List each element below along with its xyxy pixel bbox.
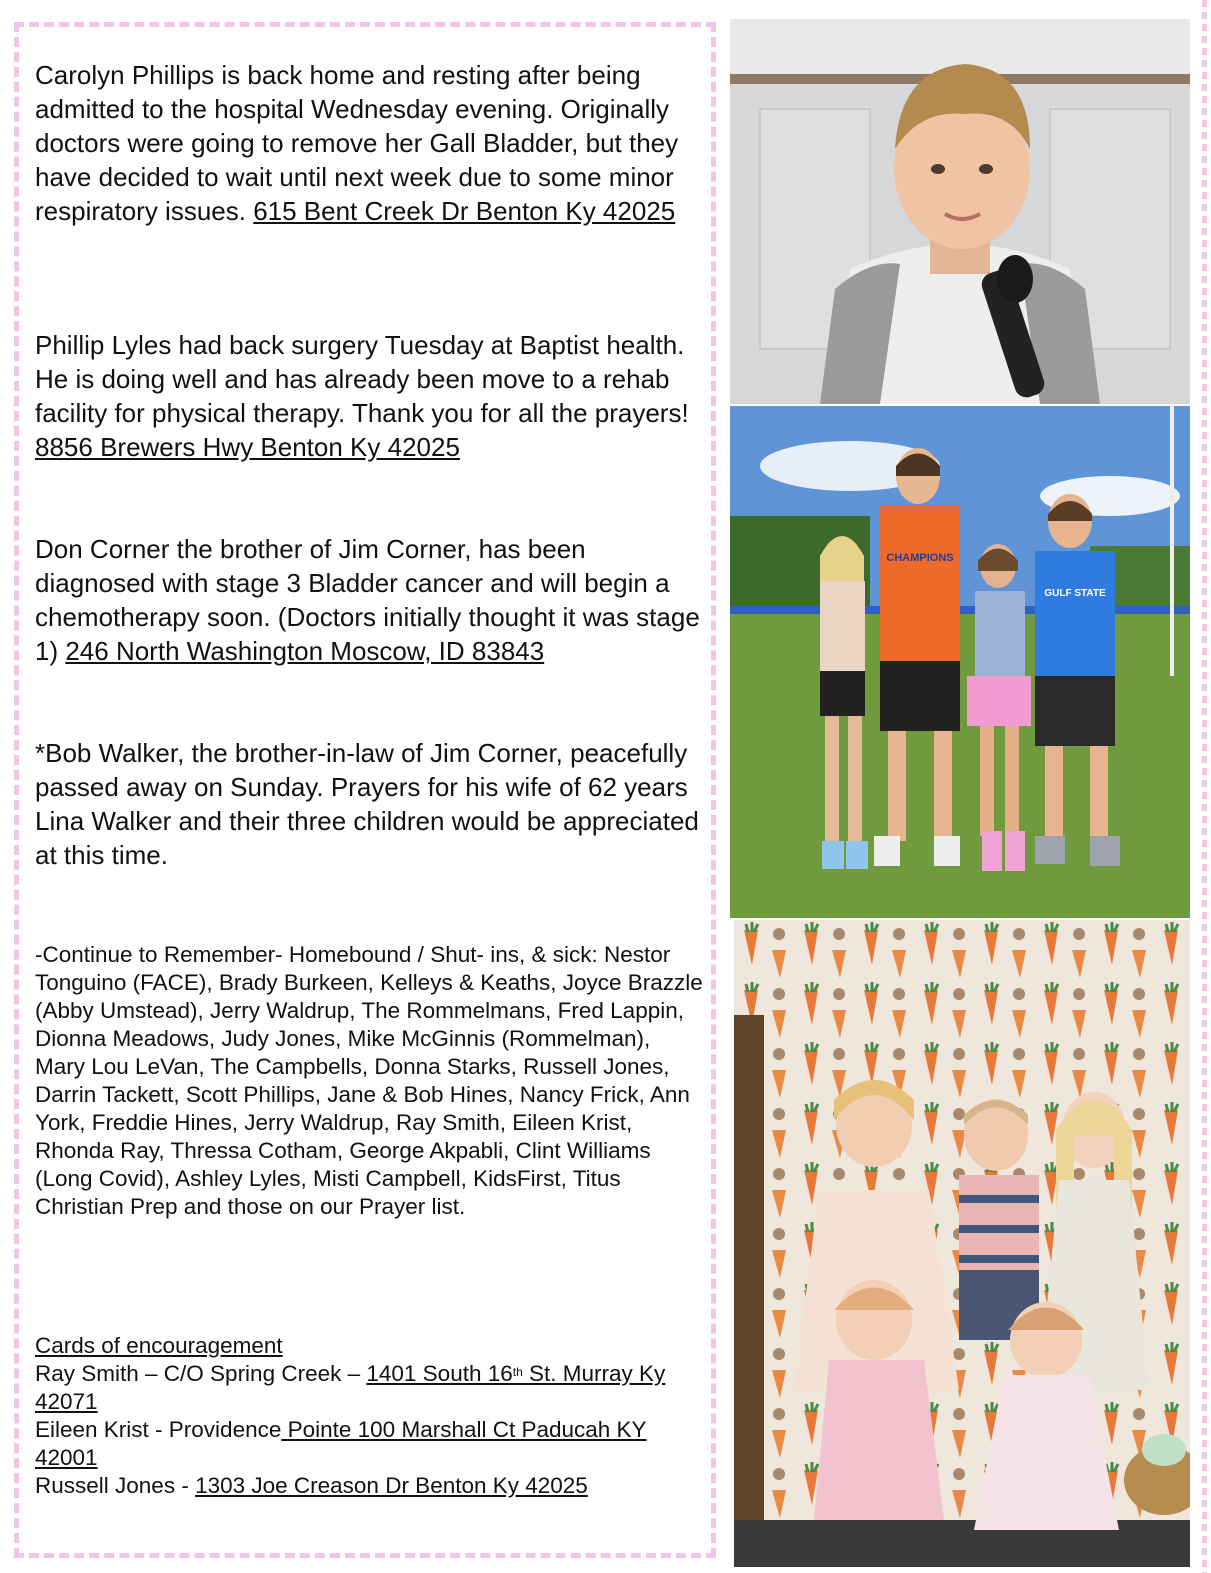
card-address: Pointe 100 Marshall Ct Paducah KY 42001 [35, 1417, 647, 1470]
photo-illustration [730, 19, 1190, 404]
card-address-sup: th [512, 1365, 523, 1379]
update-text: Don Corner the brother of Jim Corner, has been diagnosed with stage 3 Bladder cancer and will begin a chemotherapy soon. (Doctors initially thought it was stage 1) [35, 534, 700, 666]
update-text: *Bob Walker, the brother-in-law of Jim Corner, peacefully passed away on Sunday. Prayers for his wife of 62 years Lina Walker and their three children would be appreciated at this time. [35, 738, 699, 870]
card-address-part: 1401 South 16 [366, 1361, 513, 1386]
update-bob-walker [35, 736, 703, 872]
address-link: 8856 Brewers Hwy Benton Ky 42025 [35, 432, 460, 462]
update-text: Carolyn Phillips is back home and resting after being admitted to the hospital Wednesday evening. Originally doctors were going to remove her Gall Bladder, but they have decided to wait until next week due to some minor respiratory issues. [35, 60, 679, 226]
address-link: 615 Bent Creek Dr Benton Ky 42025 [253, 196, 676, 226]
card-name: Eileen Krist - Providence [35, 1417, 282, 1442]
card-address: 1303 Joe Creason Dr Benton Ky 42025 [195, 1473, 588, 1498]
update-text: Phillip Lyles had back surgery Tuesday at Baptist health. He is doing well and has already been move to a rehab facility for physical therapy. Thank you for all the prayers! [35, 330, 689, 428]
card-name: Ray Smith – C/O Spring Creek – [35, 1361, 367, 1386]
right-border [1202, 0, 1207, 1573]
card-ray-smith [35, 1360, 703, 1416]
cards-of-encouragement [35, 1332, 703, 1500]
photo-illustration [734, 920, 1190, 1567]
card-address-part: St. Murray Ky 42071 [35, 1361, 666, 1414]
photo-boy-with-microphone [730, 19, 1190, 404]
shirt-text-gulf-state: GULF STATE [1044, 588, 1106, 599]
photo-four-young-adults [730, 406, 1190, 918]
photo-five-children [734, 920, 1190, 1567]
card-name: Russell Jones - [35, 1473, 196, 1498]
address-link: 246 North Washington Moscow, ID 83843 [65, 636, 545, 666]
continue-to-remember-list [35, 941, 703, 1221]
cards-heading: Cards of encouragement [35, 1333, 283, 1358]
card-russell-jones [35, 1472, 703, 1500]
photo-illustration [730, 406, 1190, 918]
update-carolyn-phillips [35, 58, 703, 228]
update-phillip-lyles [35, 328, 703, 464]
shirt-text-champions: CHAMPIONS [886, 552, 954, 564]
card-eileen-krist [35, 1416, 703, 1472]
remember-text: -Continue to Remember- Homebound / Shut- ins, & sick: Nestor Tonguino (FACE), Brady Burkeen, Kelleys & Keaths, Joyce Brazzle (Abby Umstead), Jerry Waldrup, The Rommelmans, Fred Lappin, Dionna Meadows, Judy Jones, Mike McGinnis (Rommelman), Mary Lou LeVan, The Campbells, Donna Starks, Russell Jones, Darrin Tackett, Scott Phillips, Jane & Bob Hines, Nancy Frick, Ann York, Freddie Hines, Jerry Waldrup, Ray Smith, Eileen Krist, Rhonda Ray, Thressa Cotham, George Akpabli, Clint Williams (Long Covid), Ashley Lyles, Misti Campbell, KidsFirst, Titus Christian Prep and those on our Prayer list. [35, 942, 703, 1219]
update-don-corner [35, 532, 703, 668]
